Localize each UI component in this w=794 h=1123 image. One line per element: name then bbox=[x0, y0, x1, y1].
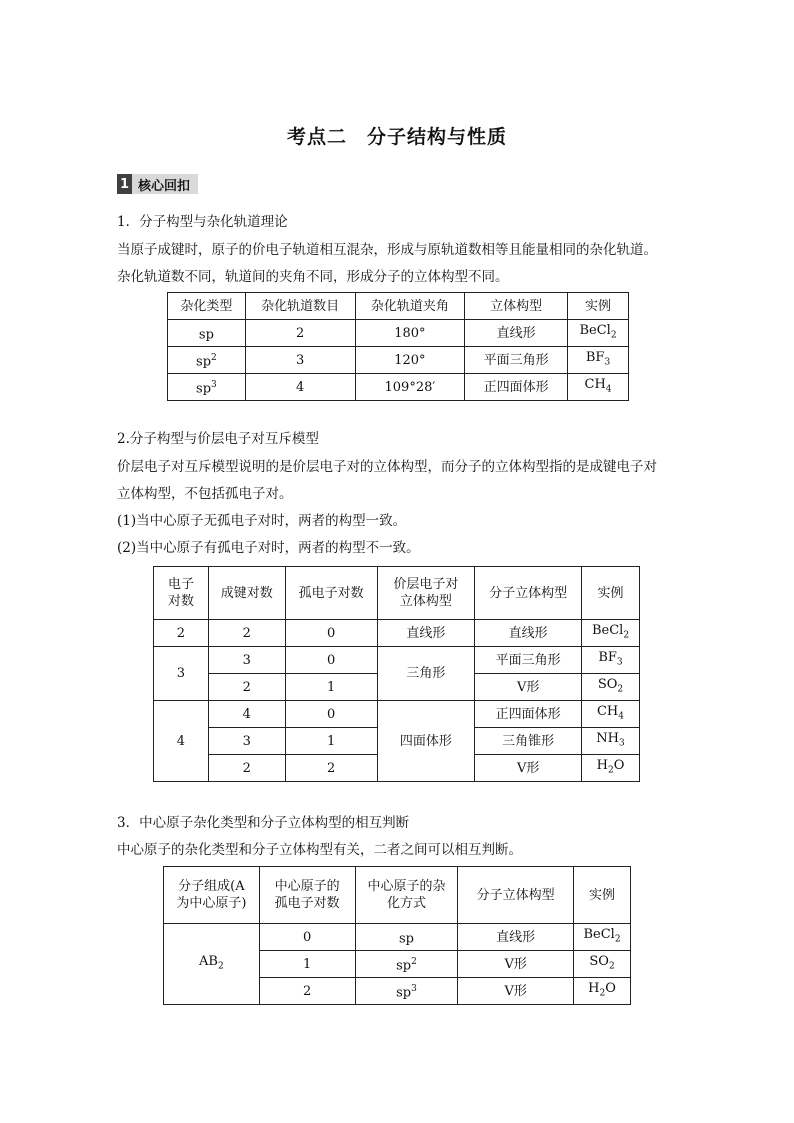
molecular-shape-cell: 直线形 bbox=[458, 924, 574, 951]
molecular-shape-cell: V形 bbox=[475, 755, 582, 782]
vsepr-table bbox=[153, 566, 640, 782]
example-cell: $H_2O$ bbox=[582, 755, 640, 782]
table-row bbox=[168, 320, 629, 347]
hybridization-cell: $sp^3$ bbox=[355, 978, 458, 1005]
section1-heading: 1．分子构型与杂化轨道理论 bbox=[117, 214, 288, 230]
example-cell: BeCl$_2$ bbox=[582, 620, 640, 647]
lone-pairs-cell: 0 bbox=[259, 924, 355, 951]
shape-cell: 直线形 bbox=[465, 320, 568, 347]
bonding-pairs-cell: 2 bbox=[208, 674, 285, 701]
hybrid-type-cell: $sp^2$ bbox=[168, 347, 246, 374]
section3-heading: 3．中心原子杂化类型和分子立体构型的相互判断 bbox=[117, 815, 410, 831]
molecular-shape-cell: 直线形 bbox=[475, 620, 582, 647]
electron-pairs-cell: 2 bbox=[154, 620, 209, 647]
lone-pairs-cell: 2 bbox=[285, 755, 377, 782]
bonding-pairs-cell: 2 bbox=[208, 755, 285, 782]
header-cell: 分子立体构型 bbox=[458, 867, 574, 924]
lone-pairs-cell: 2 bbox=[259, 978, 355, 1005]
vsepr-shape-cell: 三角形 bbox=[377, 647, 475, 701]
example-cell: $BF_3$ bbox=[582, 647, 640, 674]
table-row bbox=[154, 620, 640, 647]
section2-paragraph-1: 价层电子对互斥模型说明的是价层电子对的立体构型，而分子的立体构型指的是成键电子对 bbox=[117, 459, 657, 475]
section-number: 1 bbox=[117, 174, 132, 194]
lone-pairs-cell: 0 bbox=[285, 701, 377, 728]
section2-paragraph-4: (2)当中心原子有孤电子对时，两者的构型不一致。 bbox=[117, 540, 420, 556]
header-cell: 孤电子对数 bbox=[285, 567, 377, 620]
header-cell-lone-pairs: 中心原子的 孤电子对数 bbox=[259, 867, 355, 924]
bonding-pairs-cell: 4 bbox=[208, 701, 285, 728]
hybridization-cell: sp bbox=[355, 924, 458, 951]
header-cell-hybridization: 中心原子的杂 化方式 bbox=[355, 867, 458, 924]
example-cell: $CH_4$ bbox=[568, 374, 629, 401]
lone-pairs-cell: 0 bbox=[285, 647, 377, 674]
orbital-count-cell: 4 bbox=[245, 374, 355, 401]
orbital-angle-cell: 109°28′ bbox=[355, 374, 465, 401]
molecular-shape-cell: 三角锥形 bbox=[475, 728, 582, 755]
header-cell: 杂化类型 bbox=[168, 293, 246, 320]
header-cell: 杂化轨道夹角 bbox=[355, 293, 465, 320]
orbital-count-cell: 3 bbox=[245, 347, 355, 374]
example-cell: $CH_4$ bbox=[582, 701, 640, 728]
lone-pairs-cell: 1 bbox=[285, 674, 377, 701]
header-cell-vsepr-shape: 价层电子对 立体构型 bbox=[377, 567, 475, 620]
section2-paragraph-2: 立体构型，不包括孤电子对。 bbox=[117, 486, 293, 502]
hybrid-shape-table bbox=[163, 866, 631, 1005]
header-cell: 实例 bbox=[582, 567, 640, 620]
header-cell-composition: 分子组成(A 为中心原子) bbox=[164, 867, 260, 924]
hybrid-type-cell: $sp^3$ bbox=[168, 374, 246, 401]
header-cell: 实例 bbox=[574, 867, 631, 924]
molecular-shape-cell: V形 bbox=[475, 674, 582, 701]
example-cell: $SO_2$ bbox=[582, 674, 640, 701]
molecular-shape-cell: V形 bbox=[458, 951, 574, 978]
molecular-shape-cell: 正四面体形 bbox=[475, 701, 582, 728]
composition-cell: $AB_2$ bbox=[164, 924, 260, 1005]
table-row bbox=[168, 374, 629, 401]
example-cell: BeCl$_2$ bbox=[574, 924, 631, 951]
section2-heading: 2.分子构型与价层电子对互斥模型 bbox=[117, 431, 319, 447]
section-label: 核心回扣 bbox=[138, 178, 191, 194]
table-row bbox=[164, 924, 631, 951]
example-cell: $SO_2$ bbox=[574, 951, 631, 978]
table-row bbox=[154, 647, 640, 674]
header-cell: 实例 bbox=[568, 293, 629, 320]
molecular-shape-cell: V形 bbox=[458, 978, 574, 1005]
example-cell: $BF_3$ bbox=[568, 347, 629, 374]
header-cell: 分子立体构型 bbox=[475, 567, 582, 620]
orbital-count-cell: 2 bbox=[245, 320, 355, 347]
page-title: 考点二 分子结构与性质 bbox=[286, 126, 507, 148]
vsepr-shape-cell: 直线形 bbox=[377, 620, 475, 647]
hybrid-type-cell: sp bbox=[168, 320, 246, 347]
bonding-pairs-cell: 3 bbox=[208, 647, 285, 674]
orbital-angle-cell: 120° bbox=[355, 347, 465, 374]
table-header-row bbox=[164, 867, 631, 924]
section-badge bbox=[117, 174, 198, 194]
table-row bbox=[154, 701, 640, 728]
lone-pairs-cell: 1 bbox=[259, 951, 355, 978]
table-header-row bbox=[168, 293, 629, 320]
lone-pairs-cell: 1 bbox=[285, 728, 377, 755]
vsepr-shape-cell: 四面体形 bbox=[377, 701, 475, 782]
header-cell: 成键对数 bbox=[208, 567, 285, 620]
header-cell-electron-pairs: 电子 对数 bbox=[154, 567, 209, 620]
molecular-shape-cell: 平面三角形 bbox=[475, 647, 582, 674]
example-cell: $H_2O$ bbox=[574, 978, 631, 1005]
section1-paragraph-1: 当原子成键时，原子的价电子轨道相互混杂，形成与原轨道数相等且能量相同的杂化轨道。 bbox=[117, 242, 657, 258]
hybridization-table bbox=[167, 292, 629, 401]
electron-pairs-cell: 4 bbox=[154, 701, 209, 782]
example-cell: BeCl$_2$ bbox=[568, 320, 629, 347]
header-cell: 立体构型 bbox=[465, 293, 568, 320]
section1-paragraph-2: 杂化轨道数不同，轨道间的夹角不同，形成分子的立体构型不同。 bbox=[117, 269, 509, 285]
lone-pairs-cell: 0 bbox=[285, 620, 377, 647]
section2-paragraph-3: (1)当中心原子无孤电子对时，两者的构型一致。 bbox=[117, 513, 407, 529]
shape-cell: 正四面体形 bbox=[465, 374, 568, 401]
header-cell: 杂化轨道数目 bbox=[245, 293, 355, 320]
table-row bbox=[168, 347, 629, 374]
table-header-row bbox=[154, 567, 640, 620]
bonding-pairs-cell: 3 bbox=[208, 728, 285, 755]
shape-cell: 平面三角形 bbox=[465, 347, 568, 374]
section3-paragraph-1: 中心原子的杂化类型和分子立体构型有关，二者之间可以相互判断。 bbox=[117, 842, 522, 858]
electron-pairs-cell: 3 bbox=[154, 647, 209, 701]
bonding-pairs-cell: 2 bbox=[208, 620, 285, 647]
example-cell: $NH_3$ bbox=[582, 728, 640, 755]
orbital-angle-cell: 180° bbox=[355, 320, 465, 347]
hybridization-cell: $sp^2$ bbox=[355, 951, 458, 978]
